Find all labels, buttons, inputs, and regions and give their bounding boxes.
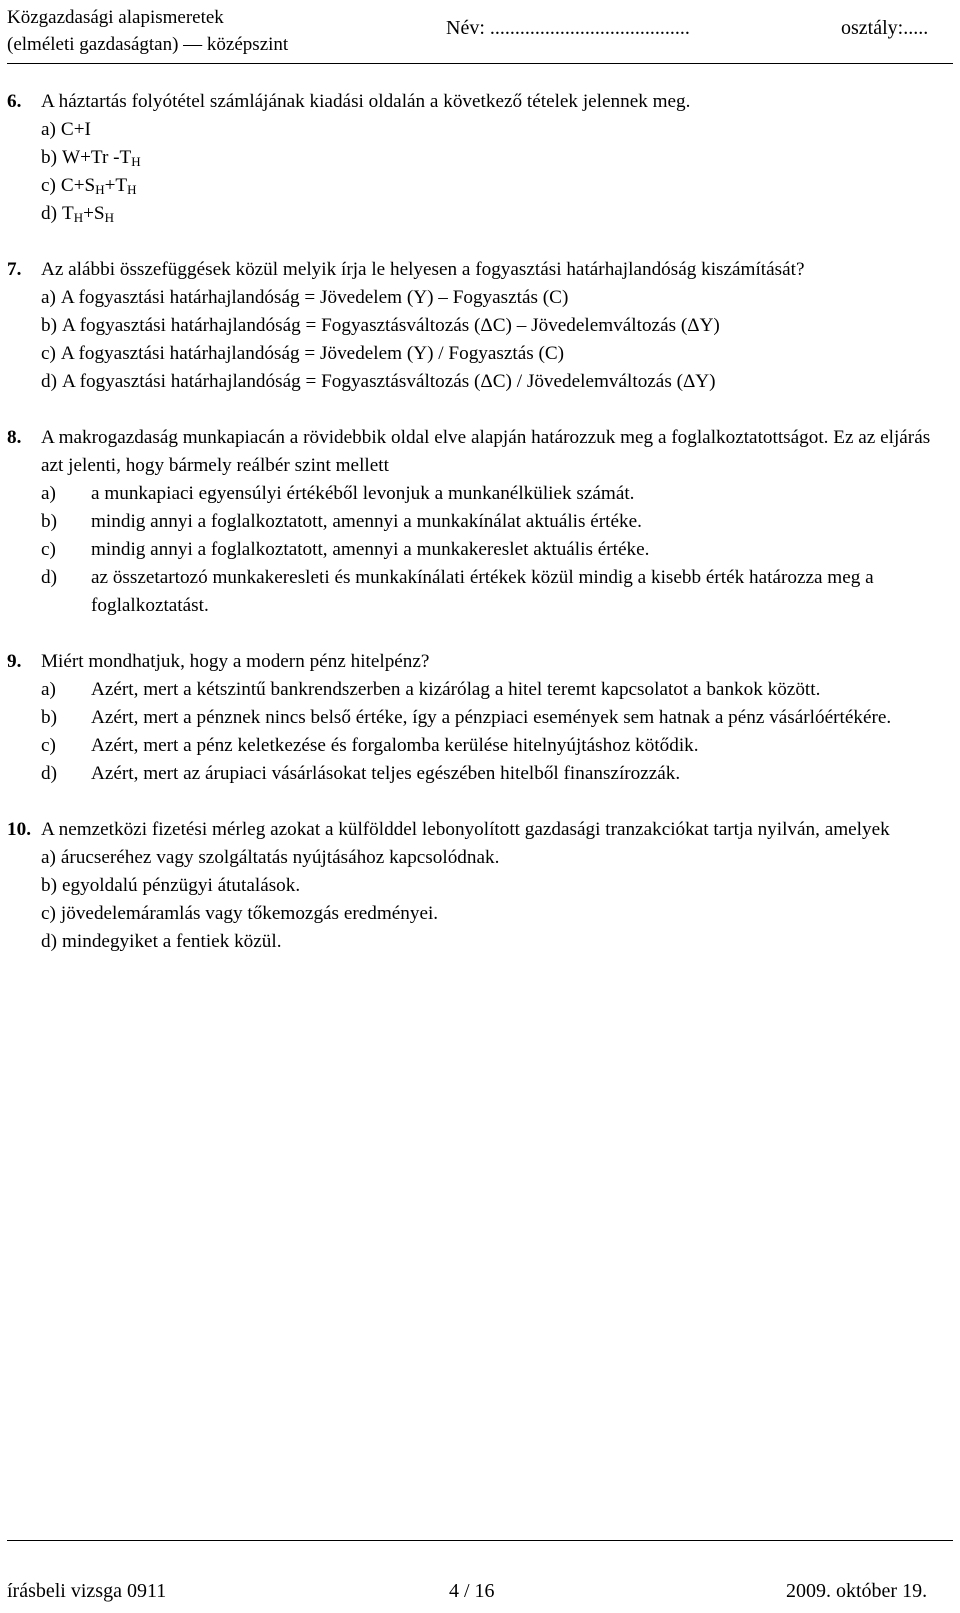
- option-letter: d): [41, 567, 57, 588]
- subscript: H: [73, 210, 84, 225]
- subscript: H: [127, 182, 137, 197]
- option-text: az összetartozó munkakeresleti és munkakínálati értékek közül mindig a kisebb érték határozza meg a foglalkoztatást.: [91, 567, 874, 616]
- option-letter: a): [41, 483, 56, 504]
- question-list: [7, 88, 953, 956]
- option-text: mindig annyi a foglalkoztatott, amennyi a munkakínálat aktuális értéke.: [91, 511, 642, 532]
- option-a: [41, 116, 953, 144]
- option-text: Azért, mert a pénz keletkezése és forgalomba kerülése hitelnyújtáshoz kötődik.: [91, 735, 699, 756]
- option-c: [41, 536, 953, 564]
- option-text: A fogyasztási határhajlandóság = Fogyasztásváltozás (ΔC) / Jövedelemváltozás (ΔY): [61, 371, 716, 392]
- footer-page-number: 4 / 16: [449, 1580, 495, 1602]
- option-a: [41, 676, 953, 704]
- footer-exam-code: írásbeli vizsga 0911: [7, 1580, 167, 1602]
- option-letter: d): [41, 203, 57, 224]
- subject-title: Közgazdasági alapismeretek: [7, 7, 224, 28]
- question-text: Miért mondhatjuk, hogy a modern pénz hitelpénz?: [41, 651, 430, 672]
- option-letter: a): [41, 287, 56, 308]
- option-d: [41, 564, 953, 620]
- option-letter: b): [41, 875, 57, 896]
- question-number: 7.: [7, 259, 22, 280]
- subscript: H: [104, 210, 114, 225]
- option-text: egyoldalú pénzügyi átutalások.: [61, 875, 301, 896]
- option-letter: a): [41, 119, 56, 140]
- option-text: +T: [104, 175, 128, 196]
- option-text: W+Tr -T: [61, 147, 132, 168]
- option-text: C+I: [60, 119, 91, 140]
- option-letter: c): [41, 903, 56, 924]
- option-letter: c): [41, 175, 56, 196]
- question-9: [7, 648, 953, 788]
- option-b: [41, 872, 953, 900]
- option-text: C+S: [60, 175, 96, 196]
- option-text: Azért, mert az árupiaci vásárlásokat teljes egészében hitelből finanszírozzák.: [91, 763, 681, 784]
- option-c: [41, 340, 953, 368]
- footer-divider: [7, 1540, 953, 1541]
- option-a: [41, 480, 953, 508]
- option-letter: d): [41, 371, 57, 392]
- option-letter: c): [41, 343, 56, 364]
- option-letter: b): [41, 315, 57, 336]
- option-letter: d): [41, 931, 57, 952]
- option-letter: b): [41, 511, 57, 532]
- question-6: [7, 88, 953, 228]
- option-d: [41, 928, 953, 956]
- option-letter: b): [41, 147, 57, 168]
- option-d: [41, 760, 953, 788]
- question-7: [7, 256, 953, 396]
- option-b: [41, 704, 953, 732]
- option-letter: d): [41, 763, 57, 784]
- question-10: [7, 816, 953, 956]
- question-text: A makrogazdaság munkapiacán a rövidebbik oldal elve alapján határozzuk meg a foglalkoztatottságot. Ez az eljárás azt jelenti, hogy bármely reálbér szint mellett: [41, 427, 931, 476]
- option-b: [41, 144, 953, 172]
- name-field-label: Név: ........................................: [446, 17, 690, 39]
- question-8: [7, 424, 953, 620]
- option-letter: a): [41, 679, 56, 700]
- option-text: +S: [83, 203, 105, 224]
- footer-date: 2009. október 19.: [786, 1580, 928, 1602]
- option-text: A fogyasztási határhajlandóság = Jövedelem (Y) – Fogyasztás (C): [60, 287, 569, 308]
- question-number: 10.: [7, 819, 31, 840]
- subscript: H: [131, 154, 141, 169]
- question-number: 6.: [7, 91, 22, 112]
- question-text: Az alábbi összefüggések közül melyik írja le helyesen a fogyasztási határhajlandóság kiszámítását?: [41, 259, 805, 280]
- option-d: [41, 368, 953, 396]
- option-d: [41, 200, 953, 228]
- option-text: A fogyasztási határhajlandóság = Fogyasztásváltozás (ΔC) – Jövedelemváltozás (ΔY): [61, 315, 720, 336]
- option-letter: a): [41, 847, 56, 868]
- option-text: jövedelemáramlás vagy tőkemozgás eredményei.: [60, 903, 439, 924]
- option-text: T: [61, 203, 74, 224]
- option-text: Azért, mert a kétszintű bankrendszerben a kizárólag a hitel teremt kapcsolatot a bankok között.: [91, 679, 821, 700]
- question-number: 9.: [7, 651, 22, 672]
- option-text: mindegyiket a fentiek közül.: [61, 931, 282, 952]
- header-divider: [7, 63, 953, 64]
- option-letter: c): [41, 735, 56, 756]
- option-c: [41, 732, 953, 760]
- option-text: a munkapiaci egyensúlyi értékéből levonjuk a munkanélküliek számát.: [91, 483, 635, 504]
- option-text: mindig annyi a foglalkoztatott, amennyi a munkakereslet aktuális értéke.: [91, 539, 650, 560]
- option-letter: b): [41, 707, 57, 728]
- page-header-subject: [7, 4, 288, 58]
- option-text: A fogyasztási határhajlandóság = Jövedelem (Y) / Fogyasztás (C): [60, 343, 565, 364]
- class-field-label: osztály:.....: [841, 17, 929, 39]
- option-text: Azért, mert a pénznek nincs belső értéke, így a pénzpiaci események sem hatnak a pénz vásárlóértékére.: [91, 707, 892, 728]
- option-b: [41, 508, 953, 536]
- subscript: H: [95, 182, 105, 197]
- option-c: [41, 172, 953, 200]
- question-text: A nemzetközi fizetési mérleg azokat a külfölddel lebonyolított gazdasági tranzakciókat tartja nyilván, amelyek: [41, 819, 890, 840]
- option-a: [41, 284, 953, 312]
- option-a: [41, 844, 953, 872]
- subject-level: (elméleti gazdaságtan) — középszint: [7, 34, 289, 55]
- question-text: A háztartás folyótétel számlájának kiadási oldalán a következő tételek jelennek meg.: [41, 91, 691, 112]
- option-c: [41, 900, 953, 928]
- question-number: 8.: [7, 427, 22, 448]
- option-text: árucseréhez vagy szolgáltatás nyújtásához kapcsolódnak.: [60, 847, 500, 868]
- option-letter: c): [41, 539, 56, 560]
- option-b: [41, 312, 953, 340]
